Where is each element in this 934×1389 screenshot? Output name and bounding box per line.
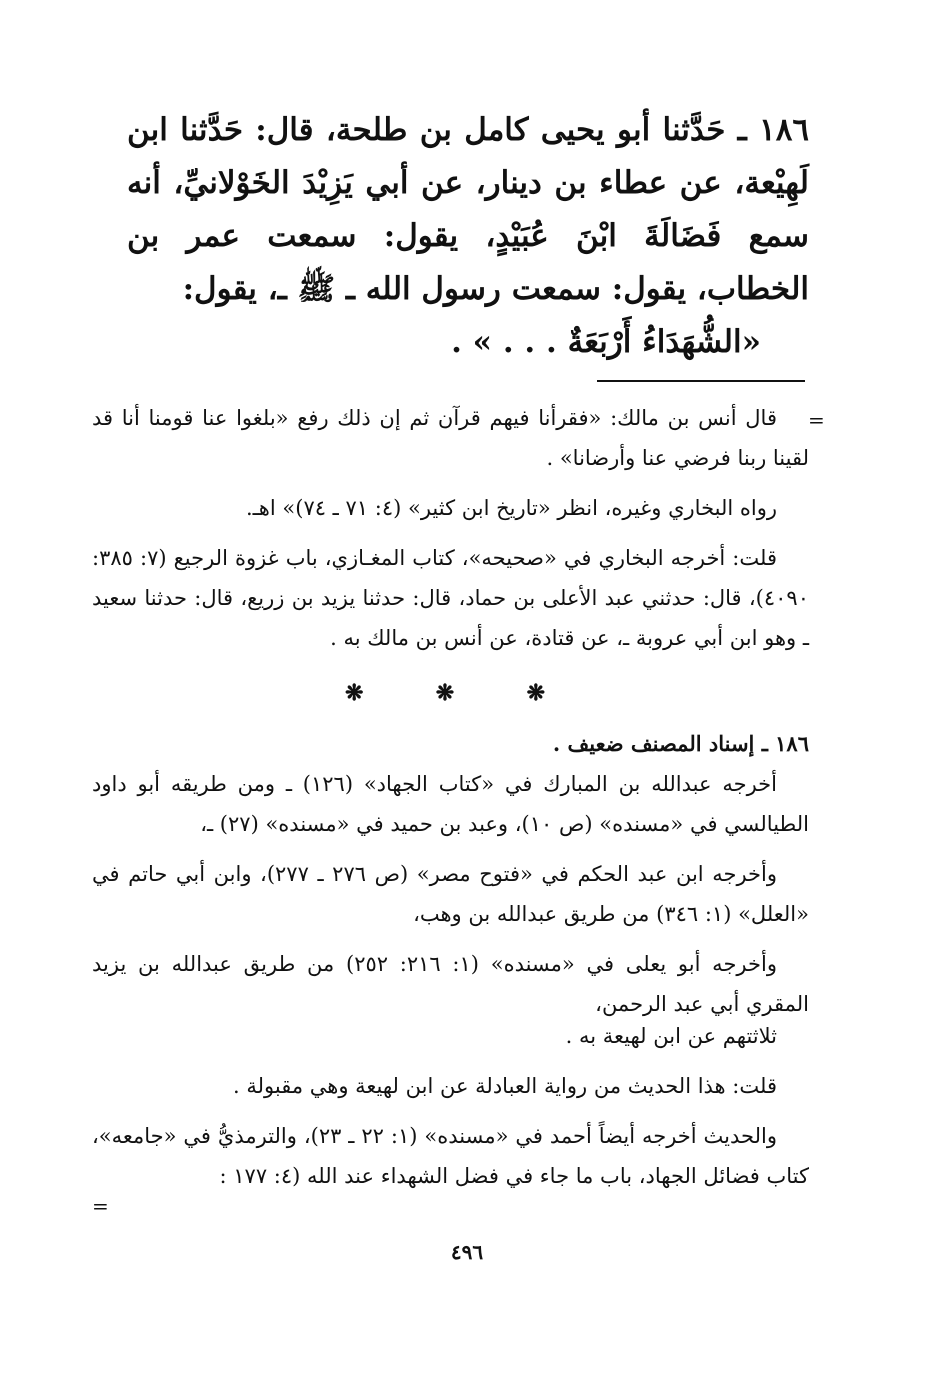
commentary-heading: ١٨٦ ـ إسناد المصنف ضعيف . (552, 731, 809, 756)
footnote-divider (597, 380, 805, 382)
footnotes (92, 398, 809, 658)
page-number: ٤٩٦ (450, 1240, 484, 1264)
separator-star: ❋ (435, 680, 455, 706)
section-separator (345, 680, 545, 706)
hadith-isnad: ١٨٦ ـ حَدَّثنا أبو يحيى كامل بن طلحة، قال: حَدَّثنا ابن لَهِيْعة، عن عطاء بن دينار، عن أبي يَزِيْدَ الخَوْلانيِّ، أنه سمع فَضَالَةَ ابْنَ عُبَيْدٍ، يقول: سمعت عمر بن الخطاب، يقول: سمعت رسول الله ـ ﷺ ـ، يقول: (127, 112, 809, 307)
hadith-text (127, 104, 809, 369)
footnote-paragraph: رواه البخاري وغيره، انظر «تاريخ ابن كثير» (٤: ٧١ ـ ٧٤)» اهـ. (245, 496, 777, 520)
commentary-paragraph: وأخرجه أبو يعلى في «مسنده» (١: ٢١٦: ٢٥٢) من طريق عبدالله بن يزيد المقري أبي عبد الرحمن، (92, 952, 809, 1016)
commentary-paragraph: ثلاثتهم عن ابن لهيعة به . (565, 1024, 777, 1048)
commentary-paragraph: قلت: هذا الحديث من رواية العبادلة عن ابن لهيعة وهي مقبولة . (233, 1074, 777, 1098)
footnote-paragraph: قلت: أخرجه البخاري في «صحيحه»، كتاب المغـازي، باب غزوة الرجيع (٧: ٣٨٥: ٤٠٩٠)، قال: حدثني عبد الأعلى بن حماد، قال: حدثنا يزيد بن زريع، قال: حدثنا سعيد ـ وهو ابن أبي عروبة ـ، عن قتادة، عن أنس بن مالك به . (92, 546, 809, 650)
footnote-paragraph: قال أنس بن مالك: «فقرأنا فيهم قرآن ثم إن ذلك رفع «بلغوا عنا قومنا أنا قد لقينا ربنا فرضي عنا وأرضانا» . (92, 406, 809, 470)
commentary-paragraph: والحديث أخرجه أيضاً أحمد في «مسنده» (١: ٢٢ ـ ٢٣)، والترمذيُّ في «جامعه»، كتاب فضائل الجهاد، باب ما جاء في فضل الشهداء عند الله (٤: ١٧٧ : (92, 1124, 809, 1188)
commentary-paragraph: أخرجه عبدالله بن المبارك في «كتاب الجهاد» (١٢٦) ـ ومن طريقه أبو داود الطيالسي في «مسنده» (ص ١٠)، وعبد بن حميد في «مسنده» (٢٧) ـ، (92, 772, 809, 836)
commentary-paragraph: وأخرجه ابن عبد الحكم في «فتوح مصر» (ص ٢٧٦ ـ ٢٧٧)، وابن أبي حاتم في «العلل» (١: ٣٤٦) من طريق عبدالله بن وهب، (92, 862, 809, 926)
separator-star: ❋ (345, 680, 364, 706)
hadith-matn: «الشُّهَدَاءُ أَرْبَعَةٌ . . . » . (451, 324, 761, 360)
continuation-mark-bottom: = (92, 1194, 109, 1218)
commentary (92, 724, 809, 1196)
continuation-mark-top: = (808, 408, 825, 432)
separator-star: ❋ (526, 680, 545, 706)
